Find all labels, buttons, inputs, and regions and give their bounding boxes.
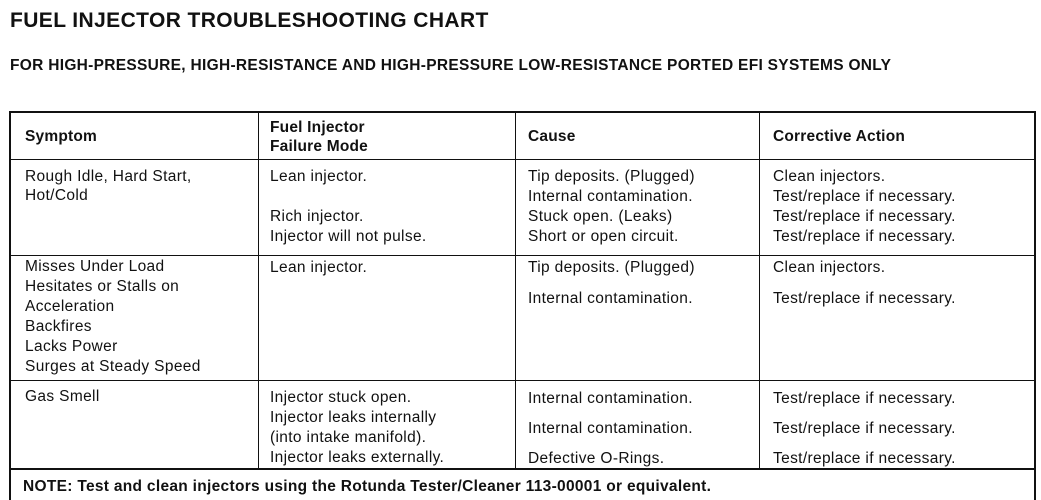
symptom-line: Rough Idle, Hard Start, xyxy=(25,168,192,185)
header-cause: Cause xyxy=(528,128,576,145)
cause-line: Short or open circuit. xyxy=(528,228,679,245)
chart-title: FUEL INJECTOR TROUBLESHOOTING CHART xyxy=(10,9,489,32)
symptom-line: Gas Smell xyxy=(25,388,100,405)
failure-mode-line: Rich injector. xyxy=(270,208,364,225)
cause-line: Tip deposits. (Plugged) xyxy=(528,259,695,276)
action-line: Test/replace if necessary. xyxy=(773,188,956,205)
header-failure-mode-line1: Fuel Injector xyxy=(270,119,365,136)
column-divider xyxy=(258,113,259,470)
symptom-line: Acceleration xyxy=(25,298,115,315)
chart-subtitle: FOR HIGH-PRESSURE, HIGH-RESISTANCE AND HIGH-PRESSURE LOW-RESISTANCE PORTED EFI SYSTEMS ONLY xyxy=(10,57,892,74)
cause-line: Internal contamination. xyxy=(528,290,693,307)
action-line: Clean injectors. xyxy=(773,259,886,276)
note-text: NOTE: Test and clean injectors using the Rotunda Tester/Cleaner 113-00001 or equivalent. xyxy=(23,478,712,495)
failure-mode-line: Lean injector. xyxy=(270,168,368,185)
row-divider xyxy=(11,380,1034,381)
symptom-line: Hot/Cold xyxy=(25,187,89,204)
row-divider xyxy=(11,255,1034,256)
action-line: Test/replace if necessary. xyxy=(773,420,956,437)
failure-mode-line: Injector leaks internally xyxy=(270,409,437,426)
header-corrective-action: Corrective Action xyxy=(773,128,906,145)
column-divider xyxy=(515,113,516,470)
failure-mode-line: (into intake manifold). xyxy=(270,429,427,446)
action-line: Test/replace if necessary. xyxy=(773,228,956,245)
cause-line: Internal contamination. xyxy=(528,420,693,437)
header-symptom: Symptom xyxy=(25,128,98,145)
failure-mode-line: Injector leaks externally. xyxy=(270,449,445,466)
symptom-line: Lacks Power xyxy=(25,338,118,355)
cause-line: Internal contamination. xyxy=(528,188,693,205)
action-line: Test/replace if necessary. xyxy=(773,450,956,467)
symptom-line: Misses Under Load xyxy=(25,258,165,275)
troubleshooting-table xyxy=(9,111,1036,500)
action-line: Test/replace if necessary. xyxy=(773,208,956,225)
failure-mode-line: Injector will not pulse. xyxy=(270,228,427,245)
action-line: Test/replace if necessary. xyxy=(773,290,956,307)
row-divider xyxy=(11,159,1034,160)
symptom-line: Backfires xyxy=(25,318,92,335)
column-divider xyxy=(759,113,760,470)
action-line: Test/replace if necessary. xyxy=(773,390,956,407)
symptom-line: Surges at Steady Speed xyxy=(25,358,201,375)
action-line: Clean injectors. xyxy=(773,168,886,185)
cause-line: Stuck open. (Leaks) xyxy=(528,208,673,225)
failure-mode-line: Injector stuck open. xyxy=(270,389,412,406)
cause-line: Defective O-Rings. xyxy=(528,450,665,467)
note-divider xyxy=(11,468,1034,470)
symptom-line: Hesitates or Stalls on xyxy=(25,278,180,295)
cause-line: Tip deposits. (Plugged) xyxy=(528,168,695,185)
header-failure-mode-line2: Failure Mode xyxy=(270,138,368,155)
cause-line: Internal contamination. xyxy=(528,390,693,407)
failure-mode-line: Lean injector. xyxy=(270,259,368,276)
